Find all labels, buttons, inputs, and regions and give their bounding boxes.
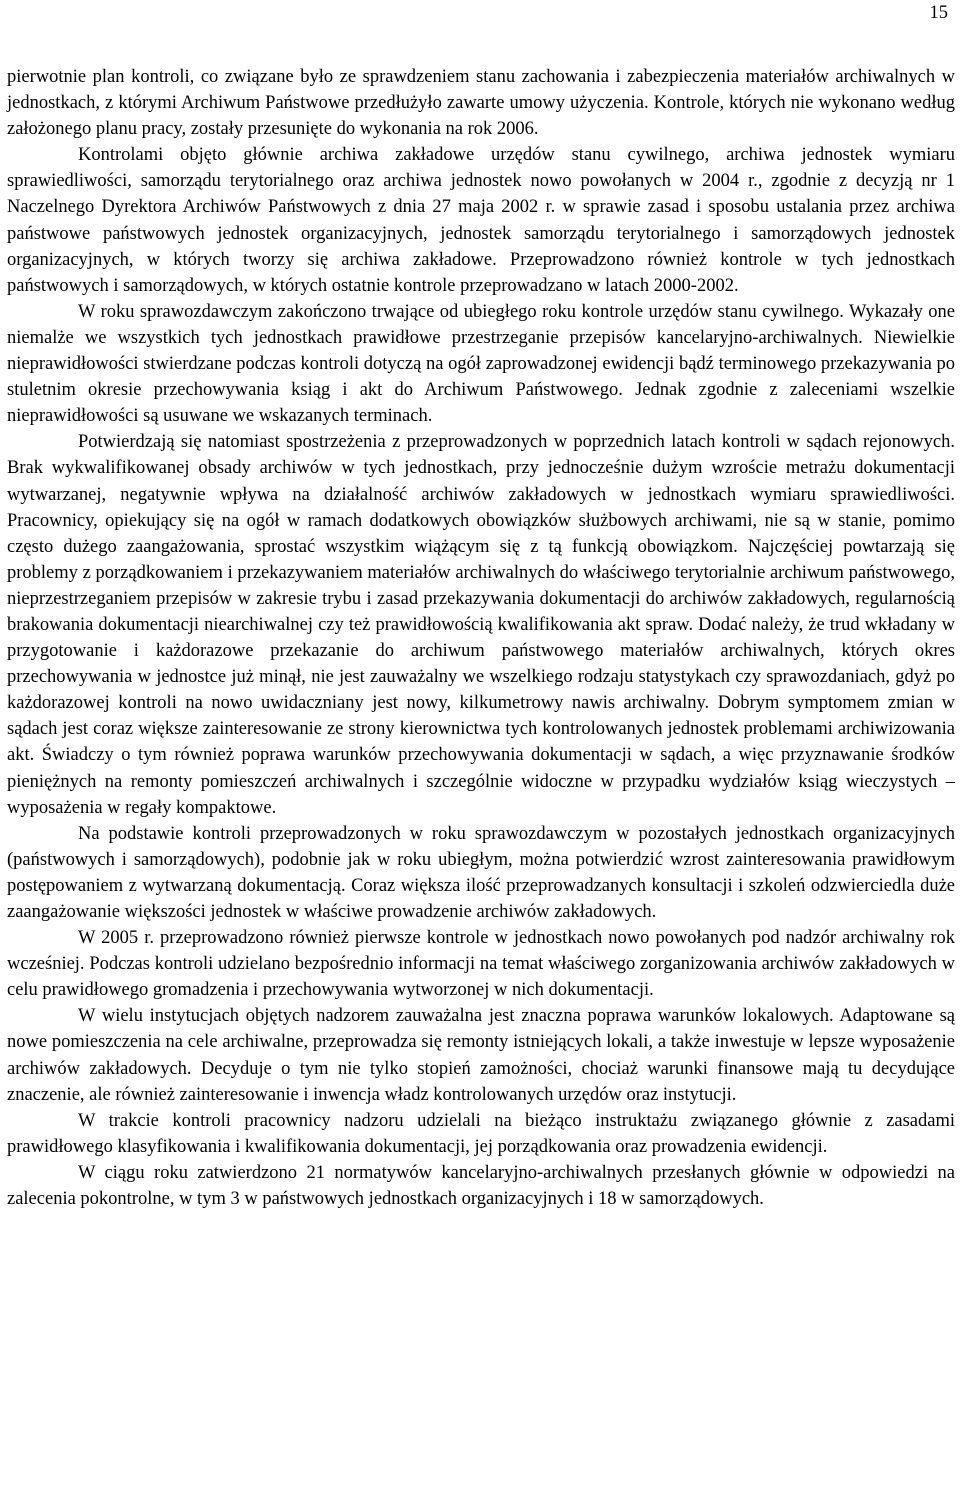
page-number: 15	[929, 3, 948, 23]
document-body	[7, 64, 955, 1212]
paragraph: W ciągu roku zatwierdzono 21 normatywów kancelaryjno-archiwalnych przesłanych głównie w odpowiedzi na zalecenia pokontrolne, w tym 3 w państwowych jednostkach organizacyjnych i 18 w samorządowych.	[7, 1162, 955, 1210]
paragraph: W roku sprawozdawczym zakończono trwające od ubiegłego roku kontrole urzędów stanu cywilnego. Wykazały one niemalże we wszystkich tych jednostkach prawidłowe przestrzeganie przepisów kancelaryjno-archiwalnych. Niewielkie nieprawidłowości stwierdzane podczas kontroli dotyczą na ogół zaprowadzonej ewidencji bądź terminowego przekazywania po stuletnim okresie przechowywania ksiąg i akt do Archiwum Państwowego. Jednak zgodnie z zaleceniami wszelkie nieprawidłowości są usuwane we wskazanych terminach.	[7, 301, 955, 427]
paragraph: W trakcie kontroli pracownicy nadzoru udzielali na bieżąco instruktażu związanego głównie z zasadami prawidłowego klasyfikowania i kwalifikowania dokumentacji, jej porządkowania oraz prowadzenia ewidencji.	[7, 1110, 955, 1157]
paragraph: W 2005 r. przeprowadzono również pierwsze kontrole w jednostkach nowo powołanych pod nadzór archiwalny rok wcześniej. Podczas kontroli udzielano bezpośrednio informacji na temat właściwego zorganizowania archiwów zakładowych w celu prawidłowego gromadzenia i przechowywania wytworzonej w nich dokumentacji.	[7, 928, 955, 1001]
paragraph-continuation: pierwotnie plan kontroli, co związane było ze sprawdzeniem stanu zachowania i zabezpieczenia materiałów archiwalnych w jednostkach, z którymi Archiwum Państwowe przedłużyło zawarte umowy użyczenia. Kontrole, których nie wykonano według założonego planu pracy, zostały przesunięte do wykonania na rok 2006.	[7, 67, 955, 140]
paragraph: Kontrolami objęto głównie archiwa zakładowe urzędów stanu cywilnego, archiwa jednostek wymiaru sprawiedliwości, samorządu terytorialnego oraz archiwa jednostek nowo powołanych w 2004 r., zgodnie z decyzją nr 1 Naczelnego Dyrektora Archiwów Państwowych z dnia 27 maja 2002 r. w sprawie zasad i sposobu ustalania przez archiwa państwowe państwowych jednostek organizacyjnych, jednostek samorządu terytorialnego i samorządowych jednostek organizacyjnych, w których tworzy się archiwa zakładowe. Przeprowadzono również kontrole w tych jednostkach państwowych i samorządowych, w których ostatnie kontrole przeprowadzano w latach 2000-2002.	[7, 145, 955, 296]
paragraph: W wielu instytucjach objętych nadzorem zauważalna jest znaczna poprawa warunków lokalowych. Adaptowane są nowe pomieszczenia na cele archiwalne, przeprowadza się remonty istniejących lokali, a także inwestuje w lepsze wyposażenie archiwów zakładowych. Decyduje o tym nie tylko stopień zamożności, chociaż warunki finansowe mają tu decydujące znaczenie, ale również zainteresowanie i inwencja władz kontrolowanych urzędów oraz instytucji.	[7, 1006, 955, 1105]
paragraph: Potwierdzają się natomiast spostrzeżenia z przeprowadzonych w poprzednich latach kontroli w sądach rejonowych. Brak wykwalifikowanej obsady archiwów w tych jednostkach, przy jednocześnie dużym wzroście metrażu dokumentacji wytwarzanej, negatywnie wpływa na działalność archiwów zakładowych w jednostkach wymiaru sprawiedliwości. Pracownicy, opiekujący się na ogół w ramach dodatkowych obowiązków służbowych archiwami, nie są w stanie, pomimo często dużego zaangażowania, sprostać wszystkim wiążącym się z tą funkcją obowiązkom. Najczęściej powtarzają się problemy z porządkowaniem i przekazywaniem materiałów archiwalnych do właściwego terytorialnie archiwum państwowego, nieprzestrzeganiem przepisów w zakresie trybu i zasad przekazywania dokumentacji do archiwów zakładowych, regularnością brakowania dokumentacji niearchiwalnej czy też prawidłowością kwalifikowania akt spraw. Dodać należy, że trud wkładany w przygotowanie i każdorazowe przekazanie do archiwum państwowego materiałów archiwalnych, których okres przechowywania w jednostce już minął, nie jest zauważalny we wszelkiego rodzaju statystykach czy sprawozdaniach, gdyż po każdorazowej kontroli na nowo uwidaczniany jest nowy, kilkumetrowy nawis archiwalny. Dobrym symptomem zmian w sądach jest coraz większe zainteresowanie ze strony kierownictwa tych kontrolowanych jednostek problemami archiwizowania akt. Świadczy o tym również poprawa warunków przechowywania dokumentacji w sądach, a więc przyznawanie środków pieniężnych na remonty pomieszczeń archiwalnych i szczególnie widoczne w przypadku wydziałów ksiąg wieczystych – wyposażenia w regały kompaktowe.	[7, 432, 955, 818]
paragraph: Na podstawie kontroli przeprowadzonych w roku sprawozdawczym w pozostałych jednostkach organizacyjnych (państwowych i samorządowych), podobnie jak w roku ubiegłym, można potwierdzić wzrost zainteresowania prawidłowym postępowaniem z wytwarzaną dokumentacją. Coraz większa ilość przeprowadzanych konsultacji i szkoleń odzwierciedla duże zaangażowanie większości jednostek w właściwe prowadzenie archiwów zakładowych.	[7, 823, 955, 922]
